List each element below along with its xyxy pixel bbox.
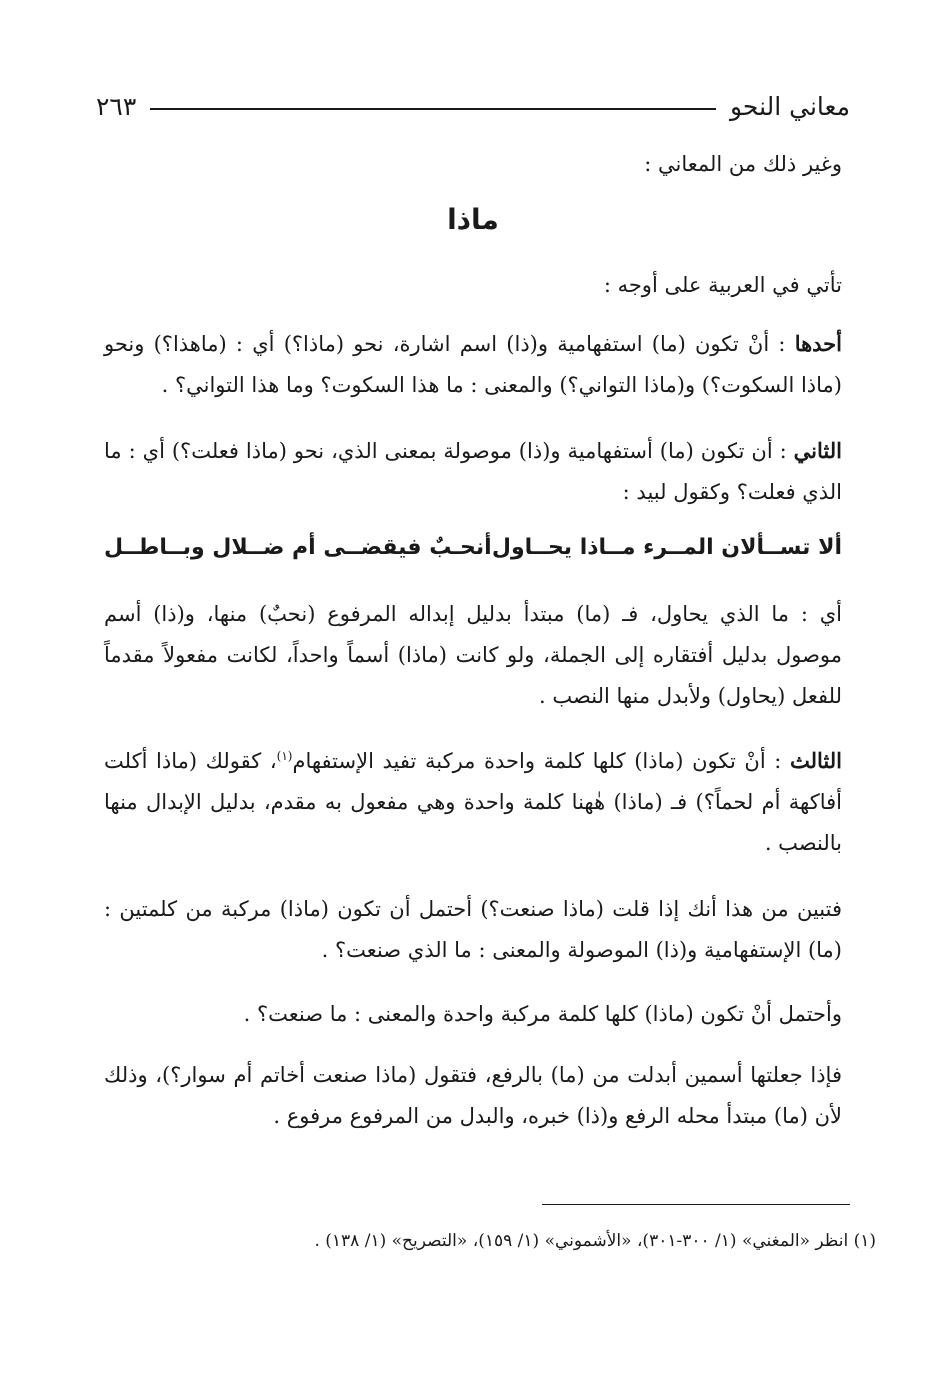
intro-line: وغير ذلك من المعاني : — [644, 152, 842, 176]
verse-hemistich-second: أنحـبٌ فيقضــى أم ضــلال وبــاطــل — [104, 535, 492, 560]
second-meaning-paragraph — [104, 430, 842, 513]
third-label: الثالث — [790, 748, 842, 773]
section-heading: ماذا — [447, 203, 499, 236]
explanation-paragraph: أي : ما الذي يحاول، فـ (ما) مبتدأ بدليل إبداله المرفوع (نحبٌ) منها، و(ذا) أسم موصول بدليل أفتقاره إلى الجملة، ولو كانت (ماذا) أسماً واحداً، لكانت مفعولاً مقدماً للفعل (يحاول) ولأبدل منها النصب . — [104, 602, 842, 708]
first-meaning-paragraph — [104, 323, 842, 406]
header-rule — [150, 108, 716, 110]
paragraph-five: وأحتمل أنْ تكون (ماذا) كلها كلمة مركبة واحدة والمعنى : ما صنعت؟ . — [243, 1002, 842, 1026]
running-header — [96, 86, 850, 126]
second-text: : أن تكون (ما) أستفهامية و(ذا) موصولة بمعنى الذي، نحو (ماذا فعلت؟) أي : ما الذي فعلت؟ وكقول لبيد : — [104, 439, 842, 504]
first-label: أحدها — [794, 331, 842, 356]
footnote: (١) انظر «المغني» (١/ ٣٠٠-٣٠١)، «الأشموني» (١/ ١٥٩)، «التصريح» (١/ ١٣٨) . — [314, 1231, 876, 1251]
third-meaning-paragraph — [104, 740, 842, 864]
lead-line: تأتي في العربية على أوجه : — [603, 273, 842, 297]
book-title: معاني النحو — [730, 91, 850, 121]
footnote-ref[interactable]: (١) — [276, 749, 293, 763]
verse-hemistich-first: ألا تســألان المــرء مــاذا يحــاول — [491, 535, 842, 560]
second-label: الثاني — [793, 438, 842, 463]
page-number: ٢٦٣ — [96, 91, 137, 121]
third-text-a: : أنْ تكون (ماذا) كلها كلمة واحدة مركبة تفيد الإستفهام — [292, 749, 782, 773]
paragraph-six: فإذا جعلتها أسمين أبدلت من (ما) بالرفع، فتقول (ماذا صنعت أخاتم أم سوار؟)، وذلك لأن (ما) مبتدأ محله الرفع و(ذا) خبره، والبدل من المرفوع مرفوع . — [104, 1063, 842, 1128]
third-text-b: ، كقولك (ماذا أكلت أفاكهة أم لحماً؟) فـ (ماذا) هٰهنا كلمة واحدة وهي مفعول به مقدم، بدليل الإبدال منها بالنصب . — [104, 749, 842, 855]
first-text: : أنْ تكون (ما) استفهامية و(ذا) اسم اشارة، نحو (ماذا؟) أي : (ماهذا؟) ونحو (ماذا السكوت؟) و(ماذا التواني؟) والمعنى : ما هذا السكوت؟ وما هذا التواني؟ . — [104, 332, 842, 397]
footnote-separator — [542, 1204, 850, 1205]
paragraph-four: فتبين من هذا أنك إذا قلت (ماذا صنعت؟) أحتمل أن تكون (ماذا) مركبة من كلمتين : (ما) الإستفهامية و(ذا) الموصولة والمعنى : ما الذي صنعت؟ . — [104, 897, 842, 962]
poetry-verse — [104, 535, 842, 575]
